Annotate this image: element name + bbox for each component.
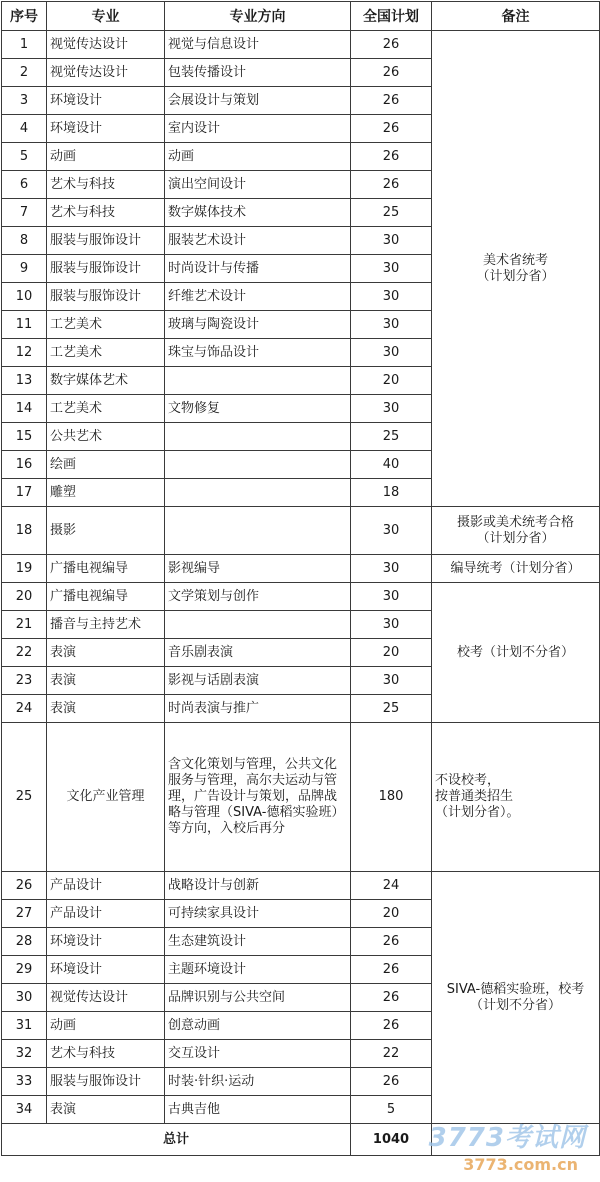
row-plan: 20 bbox=[351, 367, 432, 395]
row-no: 15 bbox=[2, 423, 47, 451]
row-no: 31 bbox=[2, 1012, 47, 1040]
row-direction: 品牌识别与公共空间 bbox=[165, 984, 351, 1012]
note-cell-siva-class bbox=[432, 872, 600, 1124]
row-plan: 30 bbox=[351, 283, 432, 311]
row-major: 动画 bbox=[47, 143, 165, 171]
row-plan: 30 bbox=[351, 583, 432, 611]
row-plan: 20 bbox=[351, 639, 432, 667]
row-no: 29 bbox=[2, 956, 47, 984]
row-plan: 180 bbox=[351, 723, 432, 872]
row-direction: 珠宝与饰品设计 bbox=[165, 339, 351, 367]
row-plan: 25 bbox=[351, 199, 432, 227]
row-plan: 26 bbox=[351, 1068, 432, 1096]
row-major: 环境设计 bbox=[47, 928, 165, 956]
row-direction bbox=[165, 507, 351, 555]
row-direction bbox=[165, 611, 351, 639]
row-direction bbox=[165, 367, 351, 395]
row-no: 27 bbox=[2, 900, 47, 928]
row-no: 8 bbox=[2, 227, 47, 255]
row-direction: 动画 bbox=[165, 143, 351, 171]
row-plan: 26 bbox=[351, 171, 432, 199]
row-no: 1 bbox=[2, 31, 47, 59]
row-plan: 25 bbox=[351, 695, 432, 723]
row-plan: 30 bbox=[351, 339, 432, 367]
row-major: 表演 bbox=[47, 695, 165, 723]
row-direction: 纤维艺术设计 bbox=[165, 283, 351, 311]
row-direction bbox=[165, 423, 351, 451]
row-direction: 主题环境设计 bbox=[165, 956, 351, 984]
row-plan: 26 bbox=[351, 984, 432, 1012]
row-major: 艺术与科技 bbox=[47, 199, 165, 227]
row-direction: 影视与话剧表演 bbox=[165, 667, 351, 695]
note-line: 摄影或美术统考合格 bbox=[456, 514, 574, 530]
row-major: 表演 bbox=[47, 639, 165, 667]
row-major: 产品设计 bbox=[47, 872, 165, 900]
row-direction: 影视编导 bbox=[165, 555, 351, 583]
row-plan: 26 bbox=[351, 143, 432, 171]
row-major: 绘画 bbox=[47, 451, 165, 479]
row-plan: 5 bbox=[351, 1096, 432, 1124]
row-plan: 40 bbox=[351, 451, 432, 479]
note-cell-school-exam: 校考（计划不分省） bbox=[432, 583, 600, 723]
note-line: 不设校考， bbox=[435, 773, 501, 788]
header-note: 备注 bbox=[432, 2, 600, 31]
note-cell-no-school-exam bbox=[432, 723, 600, 872]
row-major: 摄影 bbox=[47, 507, 165, 555]
row-plan: 26 bbox=[351, 59, 432, 87]
row-direction: 室内设计 bbox=[165, 115, 351, 143]
row-direction: 时装·针织·运动 bbox=[165, 1068, 351, 1096]
row-plan: 26 bbox=[351, 956, 432, 984]
row-no: 21 bbox=[2, 611, 47, 639]
row-no: 16 bbox=[2, 451, 47, 479]
row-major: 广播电视编导 bbox=[47, 583, 165, 611]
table-row bbox=[2, 555, 600, 583]
row-major: 产品设计 bbox=[47, 900, 165, 928]
header-major: 专业 bbox=[47, 2, 165, 31]
row-major: 视觉传达设计 bbox=[47, 31, 165, 59]
row-plan: 26 bbox=[351, 31, 432, 59]
note-cell-art-exam bbox=[432, 31, 600, 507]
row-direction: 古典吉他 bbox=[165, 1096, 351, 1124]
row-major: 动画 bbox=[47, 1012, 165, 1040]
row-no: 12 bbox=[2, 339, 47, 367]
row-plan: 30 bbox=[351, 395, 432, 423]
row-no: 11 bbox=[2, 311, 47, 339]
row-no: 34 bbox=[2, 1096, 47, 1124]
enrollment-plan-table bbox=[1, 1, 600, 1156]
note-line: （计划分省）。 bbox=[435, 805, 520, 820]
row-direction: 文物修复 bbox=[165, 395, 351, 423]
row-no: 13 bbox=[2, 367, 47, 395]
row-major: 服装与服饰设计 bbox=[47, 283, 165, 311]
row-major: 表演 bbox=[47, 1096, 165, 1124]
header-no: 序号 bbox=[2, 2, 47, 31]
row-major: 播音与主持艺术 bbox=[47, 611, 165, 639]
row-direction: 可持续家具设计 bbox=[165, 900, 351, 928]
row-no: 32 bbox=[2, 1040, 47, 1068]
row-no: 7 bbox=[2, 199, 47, 227]
table-row bbox=[2, 507, 600, 555]
row-major: 环境设计 bbox=[47, 956, 165, 984]
row-plan: 26 bbox=[351, 928, 432, 956]
row-no: 30 bbox=[2, 984, 47, 1012]
row-direction: 数字媒体技术 bbox=[165, 199, 351, 227]
row-major: 视觉传达设计 bbox=[47, 984, 165, 1012]
row-major: 工艺美术 bbox=[47, 339, 165, 367]
row-direction: 会展设计与策划 bbox=[165, 87, 351, 115]
row-plan: 30 bbox=[351, 667, 432, 695]
row-plan: 30 bbox=[351, 555, 432, 583]
row-no: 6 bbox=[2, 171, 47, 199]
row-plan: 26 bbox=[351, 115, 432, 143]
note-line: SIVA-德稻实验班，校考 bbox=[446, 981, 585, 997]
row-direction: 视觉与信息设计 bbox=[165, 31, 351, 59]
row-plan: 22 bbox=[351, 1040, 432, 1068]
row-no: 2 bbox=[2, 59, 47, 87]
row-direction: 含文化策划与管理，公共文化服务与管理，高尔夫运动与管理，广告设计与策划，品牌战略与管理（SIVA-德稻实验班）等方向，入校后再分 bbox=[165, 723, 351, 872]
row-major: 工艺美术 bbox=[47, 395, 165, 423]
row-no: 22 bbox=[2, 639, 47, 667]
total-value: 1040 bbox=[351, 1124, 432, 1156]
row-major: 服装与服饰设计 bbox=[47, 227, 165, 255]
note-cell-photo-exam bbox=[432, 507, 600, 555]
row-major: 数字媒体艺术 bbox=[47, 367, 165, 395]
row-plan: 30 bbox=[351, 611, 432, 639]
note-cell-director-exam: 编导统考（计划分省） bbox=[432, 555, 600, 583]
note-line: （计划不分省） bbox=[469, 997, 561, 1013]
row-direction bbox=[165, 451, 351, 479]
note-line: （计划分省） bbox=[476, 530, 555, 546]
row-plan: 25 bbox=[351, 423, 432, 451]
row-plan: 26 bbox=[351, 87, 432, 115]
row-major: 环境设计 bbox=[47, 87, 165, 115]
note-line: 美术省统考 bbox=[482, 252, 548, 268]
row-no: 17 bbox=[2, 479, 47, 507]
row-direction: 时尚设计与传播 bbox=[165, 255, 351, 283]
row-no: 33 bbox=[2, 1068, 47, 1096]
row-no: 3 bbox=[2, 87, 47, 115]
row-major: 服装与服饰设计 bbox=[47, 255, 165, 283]
row-major: 环境设计 bbox=[47, 115, 165, 143]
header-plan: 全国计划 bbox=[351, 2, 432, 31]
row-direction: 创意动画 bbox=[165, 1012, 351, 1040]
row-no: 10 bbox=[2, 283, 47, 311]
row-major: 工艺美术 bbox=[47, 311, 165, 339]
table-row bbox=[2, 723, 600, 872]
row-no: 14 bbox=[2, 395, 47, 423]
row-plan: 30 bbox=[351, 507, 432, 555]
row-direction: 交互设计 bbox=[165, 1040, 351, 1068]
row-plan: 30 bbox=[351, 255, 432, 283]
row-no: 23 bbox=[2, 667, 47, 695]
row-major: 服装与服饰设计 bbox=[47, 1068, 165, 1096]
watermark-logo: 3773考试网 bbox=[428, 1123, 586, 1153]
row-no: 26 bbox=[2, 872, 47, 900]
row-direction bbox=[165, 479, 351, 507]
row-major: 雕塑 bbox=[47, 479, 165, 507]
table-row bbox=[2, 583, 600, 611]
row-direction: 文学策划与创作 bbox=[165, 583, 351, 611]
row-major: 公共艺术 bbox=[47, 423, 165, 451]
row-major: 艺术与科技 bbox=[47, 171, 165, 199]
row-major: 视觉传达设计 bbox=[47, 59, 165, 87]
row-major: 文化产业管理 bbox=[47, 723, 165, 872]
row-plan: 24 bbox=[351, 872, 432, 900]
row-direction: 时尚表演与推广 bbox=[165, 695, 351, 723]
table-row bbox=[2, 872, 600, 900]
row-no: 9 bbox=[2, 255, 47, 283]
row-plan: 30 bbox=[351, 311, 432, 339]
row-direction: 战略设计与创新 bbox=[165, 872, 351, 900]
row-direction: 服装艺术设计 bbox=[165, 227, 351, 255]
row-no: 24 bbox=[2, 695, 47, 723]
row-direction: 演出空间设计 bbox=[165, 171, 351, 199]
row-plan: 18 bbox=[351, 479, 432, 507]
header-direction: 专业方向 bbox=[165, 2, 351, 31]
header-row bbox=[2, 2, 600, 31]
row-no: 18 bbox=[2, 507, 47, 555]
total-label: 总计 bbox=[2, 1124, 351, 1156]
row-direction: 生态建筑设计 bbox=[165, 928, 351, 956]
row-no: 5 bbox=[2, 143, 47, 171]
row-major: 艺术与科技 bbox=[47, 1040, 165, 1068]
note-line: 按普通类招生 bbox=[435, 789, 514, 804]
row-direction: 音乐剧表演 bbox=[165, 639, 351, 667]
row-no: 25 bbox=[2, 723, 47, 872]
row-no: 19 bbox=[2, 555, 47, 583]
watermark-url: 3773.com.cn bbox=[463, 1155, 578, 1174]
row-direction: 玻璃与陶瓷设计 bbox=[165, 311, 351, 339]
note-line: （计划分省） bbox=[476, 268, 555, 284]
row-direction: 包装传播设计 bbox=[165, 59, 351, 87]
table-row bbox=[2, 31, 600, 59]
row-major: 表演 bbox=[47, 667, 165, 695]
row-plan: 30 bbox=[351, 227, 432, 255]
row-no: 4 bbox=[2, 115, 47, 143]
row-no: 20 bbox=[2, 583, 47, 611]
row-no: 28 bbox=[2, 928, 47, 956]
row-major: 广播电视编导 bbox=[47, 555, 165, 583]
row-plan: 20 bbox=[351, 900, 432, 928]
row-plan: 26 bbox=[351, 1012, 432, 1040]
